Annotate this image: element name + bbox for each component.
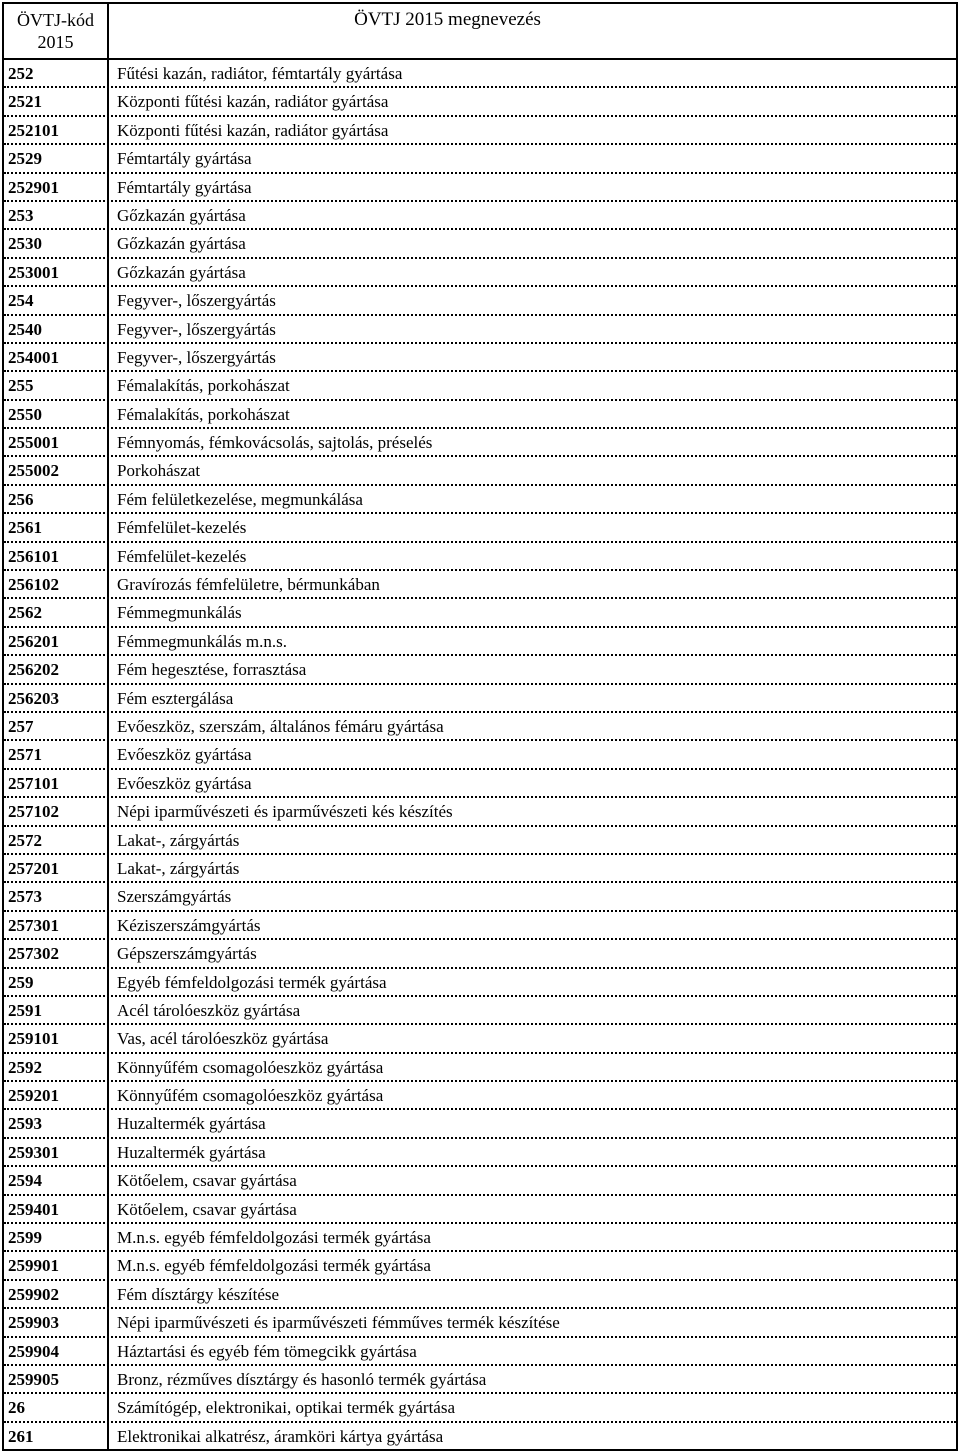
- name-cell: Számítógép, elektronikai, optikai termék gyártása: [117, 1398, 455, 1418]
- table-row: [4, 145, 956, 173]
- code-cell: 252: [4, 60, 109, 86]
- code-cell: 256202: [4, 656, 109, 682]
- name-cell: Kötőelem, csavar gyártása: [117, 1199, 297, 1219]
- code-cell: 259301: [4, 1139, 109, 1165]
- table-row: [4, 259, 956, 287]
- table-row: [4, 230, 956, 258]
- table-row: [4, 599, 956, 627]
- table-row: [4, 855, 956, 883]
- name-cell: Gravírozás fémfelületre, bérmunkában: [117, 575, 380, 595]
- code-cell: 257301: [4, 912, 109, 938]
- name-cell: Lakat-, zárgyártás: [117, 858, 240, 878]
- code-cell: 2529: [4, 145, 109, 171]
- code-cell: 259101: [4, 1025, 109, 1051]
- table-header: [4, 4, 956, 60]
- table-row: [4, 457, 956, 485]
- code-cell: 256101: [4, 543, 109, 569]
- table-row: [4, 316, 956, 344]
- code-cell: 259401: [4, 1196, 109, 1222]
- code-cell: 2592: [4, 1054, 109, 1080]
- name-cell: Fémtartály gyártása: [117, 149, 252, 169]
- name-cell: Fémtartály gyártása: [117, 177, 252, 197]
- code-cell: 257: [4, 713, 109, 739]
- table-row: [4, 174, 956, 202]
- name-cell: Kéziszerszámgyártás: [117, 915, 261, 935]
- code-cell: 2593: [4, 1110, 109, 1136]
- table-row: [4, 1110, 956, 1138]
- table-row: [4, 770, 956, 798]
- table-row: [4, 798, 956, 826]
- name-cell: Könnyűfém csomagolóeszköz gyártása: [117, 1086, 384, 1106]
- code-cell: 254001: [4, 344, 109, 370]
- code-cell: 2572: [4, 827, 109, 853]
- code-cell: 261: [4, 1423, 109, 1449]
- table-row: [4, 741, 956, 769]
- name-cell: Bronz, rézműves dísztárgy és hasonló termék gyártása: [117, 1369, 487, 1389]
- table-row: [4, 685, 956, 713]
- table-row: [4, 1338, 956, 1366]
- code-cell: 259904: [4, 1338, 109, 1364]
- code-cell: 257201: [4, 855, 109, 881]
- name-cell: Központi fűtési kazán, radiátor gyártása: [117, 92, 389, 112]
- name-cell: Egyéb fémfeldolgozási termék gyártása: [117, 972, 387, 992]
- code-cell: 253001: [4, 259, 109, 285]
- code-cell: 2540: [4, 316, 109, 342]
- table-row: [4, 969, 956, 997]
- table-row: [4, 883, 956, 911]
- table-row: [4, 372, 956, 400]
- table-row: [4, 543, 956, 571]
- name-cell: Acél tárolóeszköz gyártása: [117, 1000, 301, 1020]
- name-cell: Fegyver-, lőszergyártás: [117, 347, 276, 367]
- name-cell: Fegyver-, lőszergyártás: [117, 319, 276, 339]
- table-row: [4, 486, 956, 514]
- table-row: [4, 117, 956, 145]
- name-cell: Elektronikai alkatrész, áramköri kártya gyártása: [117, 1426, 444, 1446]
- name-cell: Könnyűfém csomagolóeszköz gyártása: [117, 1057, 384, 1077]
- code-cell: 256102: [4, 571, 109, 597]
- code-cell: 2594: [4, 1167, 109, 1193]
- table-row: [4, 344, 956, 372]
- table-row: [4, 1054, 956, 1082]
- code-cell: 259: [4, 969, 109, 995]
- name-cell: Fűtési kazán, radiátor, fémtartály gyártása: [117, 64, 403, 83]
- code-table: [2, 2, 958, 1451]
- code-cell: 257102: [4, 798, 109, 824]
- code-cell: 259901: [4, 1252, 109, 1278]
- code-cell: 255002: [4, 457, 109, 483]
- code-cell: 259905: [4, 1366, 109, 1392]
- name-cell: Evőeszköz, szerszám, általános fémáru gyártása: [117, 716, 444, 736]
- table-row: [4, 1082, 956, 1110]
- code-cell: 254: [4, 287, 109, 313]
- code-cell: 259903: [4, 1309, 109, 1335]
- table-row: [4, 1252, 956, 1280]
- code-cell: 2599: [4, 1224, 109, 1250]
- name-cell: Gőzkazán gyártása: [117, 262, 246, 282]
- name-cell: M.n.s. egyéb fémfeldolgozási termék gyártása: [117, 1256, 431, 1276]
- name-cell: Evőeszköz gyártása: [117, 745, 252, 765]
- name-cell: Fémfelület-kezelés: [117, 518, 247, 538]
- table-row: [4, 429, 956, 457]
- table-row: [4, 940, 956, 968]
- name-cell: Kötőelem, csavar gyártása: [117, 1171, 297, 1191]
- name-cell: Fémnyomás, fémkovácsolás, sajtolás, préselés: [117, 433, 433, 453]
- name-cell: Gőzkazán gyártása: [117, 205, 246, 225]
- name-cell: Fém felületkezelése, megmunkálása: [117, 489, 363, 509]
- code-cell: 2530: [4, 230, 109, 256]
- code-header-line1: ÖVTJ-kód: [17, 10, 94, 30]
- name-cell: Fémalakítás, porkohászat: [117, 376, 290, 396]
- code-cell: 2550: [4, 401, 109, 427]
- table-row: [4, 1366, 956, 1394]
- name-cell: Fegyver-, lőszergyártás: [117, 291, 276, 311]
- table-row: [4, 514, 956, 542]
- name-cell: Vas, acél tárolóeszköz gyártása: [117, 1029, 329, 1049]
- code-cell: 256: [4, 486, 109, 512]
- code-cell: 2562: [4, 599, 109, 625]
- table-row: [4, 1394, 956, 1422]
- table-row: [4, 571, 956, 599]
- code-header-line2: 2015: [37, 32, 74, 52]
- name-cell: Háztartási és egyéb fém tömegcikk gyártása: [117, 1341, 417, 1361]
- table-row: [4, 1423, 956, 1451]
- table-row: [4, 1167, 956, 1195]
- table-row: [4, 628, 956, 656]
- name-cell: Fém esztergálása: [117, 688, 234, 708]
- name-cell: Fémmegmunkálás: [117, 603, 242, 623]
- code-cell: 259902: [4, 1281, 109, 1307]
- table-row: [4, 713, 956, 741]
- code-cell: 252101: [4, 117, 109, 143]
- table-row: [4, 1309, 956, 1337]
- table-row: [4, 1196, 956, 1224]
- code-cell: 2591: [4, 997, 109, 1023]
- name-cell: Népi iparművészeti és iparművészeti fémműves termék készítése: [117, 1313, 560, 1333]
- name-cell: Evőeszköz gyártása: [117, 773, 252, 793]
- table-row: [4, 202, 956, 230]
- table-row: [4, 1224, 956, 1252]
- table-row: [4, 401, 956, 429]
- code-cell: 255001: [4, 429, 109, 455]
- code-cell: 26: [4, 1394, 109, 1420]
- table-row: [4, 1139, 956, 1167]
- table-row: [4, 656, 956, 684]
- table-row: [4, 287, 956, 315]
- name-column-header: [109, 4, 956, 58]
- code-cell: 2573: [4, 883, 109, 909]
- code-cell: 252901: [4, 174, 109, 200]
- code-cell: 257101: [4, 770, 109, 796]
- code-cell: 256203: [4, 685, 109, 711]
- name-cell: Fémmegmunkálás m.n.s.: [117, 631, 287, 651]
- name-cell: Huzaltermék gyártása: [117, 1142, 266, 1162]
- name-cell: Lakat-, zárgyártás: [117, 830, 240, 850]
- code-cell: 2571: [4, 741, 109, 767]
- name-cell: Szerszámgyártás: [117, 887, 232, 907]
- table-row: [4, 912, 956, 940]
- name-header-label: ÖVTJ 2015 megnevezés: [354, 9, 541, 30]
- name-cell: Porkohászat: [117, 461, 201, 481]
- name-cell: Gőzkazán gyártása: [117, 234, 246, 254]
- table-body: [4, 60, 956, 1451]
- table-row: [4, 1025, 956, 1053]
- code-cell: 2561: [4, 514, 109, 540]
- name-cell: Központi fűtési kazán, radiátor gyártása: [117, 120, 389, 140]
- table-row: [4, 88, 956, 116]
- code-cell: 2521: [4, 88, 109, 114]
- table-row: [4, 997, 956, 1025]
- table-row: [4, 1281, 956, 1309]
- name-cell: Fémalakítás, porkohászat: [117, 404, 290, 424]
- table-row: [4, 60, 956, 88]
- table-row: [4, 827, 956, 855]
- name-cell: Fém dísztárgy készítése: [117, 1284, 280, 1304]
- name-cell: Népi iparművészeti és iparművészeti kés készítés: [117, 802, 453, 822]
- name-cell: Fémfelület-kezelés: [117, 546, 247, 566]
- code-cell: 257302: [4, 940, 109, 966]
- name-cell: M.n.s. egyéb fémfeldolgozási termék gyártása: [117, 1228, 431, 1248]
- code-cell: 253: [4, 202, 109, 228]
- code-cell: 259201: [4, 1082, 109, 1108]
- name-cell: Gépszerszámgyártás: [117, 944, 257, 964]
- name-cell: Huzaltermék gyártása: [117, 1114, 266, 1134]
- code-cell: 256201: [4, 628, 109, 654]
- code-cell: 255: [4, 372, 109, 398]
- name-cell: Fém hegesztése, forrasztása: [117, 660, 307, 680]
- code-column-header: [4, 4, 109, 58]
